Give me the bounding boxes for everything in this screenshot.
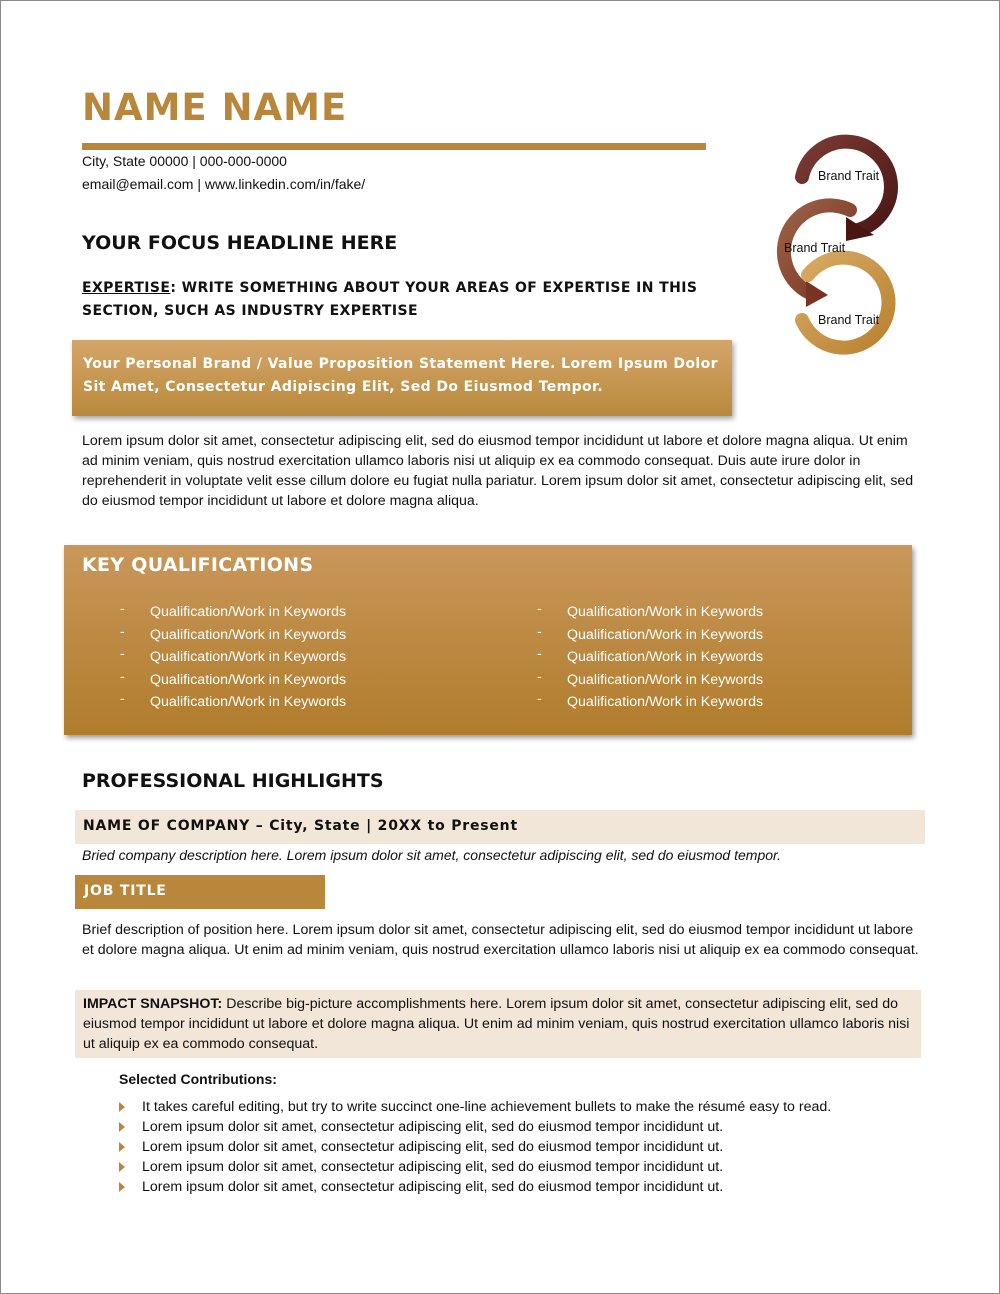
contributions-list bbox=[116, 1097, 831, 1197]
expertise-statement bbox=[82, 277, 702, 323]
company-bar bbox=[75, 810, 925, 844]
trait-ring-2-arrowhead bbox=[806, 281, 828, 307]
qualification-item: - Qualification/Work in Keywords bbox=[537, 601, 763, 624]
triangle-bullet-icon bbox=[119, 1102, 125, 1112]
qualification-item: - Qualification/Work in Keywords bbox=[120, 624, 346, 647]
qualification-item: - Qualification/Work in Keywords bbox=[120, 601, 346, 624]
impact-snapshot-box bbox=[75, 990, 921, 1058]
company-heading bbox=[83, 818, 518, 834]
contribution-item: Lorem ipsum dolor sit amet, consectetur adipiscing elit, sed do eiusmod tempor incididunt ut. bbox=[116, 1137, 831, 1157]
selected-contributions-title: Selected Contributions: bbox=[119, 1071, 277, 1087]
job-description: Brief description of position here. Lorem ipsum dolor sit amet, consectetur adipiscing elit, sed do eiusmod tempor incididunt ut labore et dolore magna aliqua. Ut enim ad minim veniam, quis nostrud exercitation ullamco laboris nisi ut aliquip ex ea commodo consequat. bbox=[82, 922, 919, 958]
dash-bullet: - bbox=[120, 601, 125, 617]
qualification-item: - Qualification/Work in Keywords bbox=[120, 646, 346, 669]
triangle-bullet-icon bbox=[119, 1142, 125, 1152]
qualification-item: - Qualification/Work in Keywords bbox=[537, 646, 763, 669]
contact-line-email-linkedin[interactable]: email@email.com | www.linkedin.com/in/fake/ bbox=[82, 176, 366, 192]
dash-bullet: - bbox=[120, 623, 125, 640]
dash-bullet: - bbox=[120, 646, 125, 662]
brand-trait-label-2: Brand Trait bbox=[784, 241, 846, 255]
trait-ring-1 bbox=[802, 142, 891, 230]
expertise-text: : WRITE SOMETHING ABOUT YOUR AREAS OF EXPERTISE IN THIS SECTION, SUCH AS INDUSTRY EXPERTISE bbox=[82, 280, 698, 319]
job-title-bar bbox=[75, 875, 325, 909]
qualification-item: - Qualification/Work in Keywords bbox=[537, 691, 763, 714]
dash-bullet: - bbox=[537, 623, 542, 640]
qualification-item: - Qualification/Work in Keywords bbox=[537, 669, 763, 692]
qualification-item: - Qualification/Work in Keywords bbox=[537, 624, 763, 647]
dash-bullet: - bbox=[537, 601, 542, 617]
impact-snapshot-text: IMPACT SNAPSHOT: Describe big-picture accomplishments here. Lorem ipsum dolor sit amet, consectetur adipiscing elit, sed do eiusmod tempor incididunt ut labore et dolore magna aliqua. Ut enim ad minim veniam, quis nostrud exercitation ullamco laboris nisi ut aliquip ex ea commodo consequat. bbox=[83, 996, 910, 1052]
impact-snapshot-label: IMPACT SNAPSHOT: bbox=[83, 996, 223, 1012]
dash-bullet: - bbox=[537, 668, 542, 685]
triangle-bullet-icon bbox=[119, 1182, 125, 1192]
triangle-bullet-icon bbox=[119, 1122, 125, 1132]
qualifications-left-column bbox=[120, 601, 346, 714]
brand-traits-diagram bbox=[750, 115, 930, 385]
professional-highlights-title: PROFESSIONAL HIGHLIGHTS bbox=[82, 770, 384, 792]
triangle-bullet-icon bbox=[119, 1162, 125, 1172]
contribution-item: It takes careful editing, but try to write succinct one-line achievement bullets to make the résumé easy to read. bbox=[116, 1097, 831, 1117]
trait-ring-3 bbox=[802, 258, 889, 348]
dash-bullet: - bbox=[120, 668, 125, 685]
dash-bullet: - bbox=[537, 691, 542, 707]
focus-headline: YOUR FOCUS HEADLINE HERE bbox=[82, 232, 398, 254]
dash-bullet: - bbox=[120, 691, 125, 707]
qualifications-right-column bbox=[537, 601, 763, 714]
expertise-label: EXPERTISE bbox=[82, 280, 171, 296]
contribution-item: Lorem ipsum dolor sit amet, consectetur adipiscing elit, sed do eiusmod tempor incididunt ut. bbox=[116, 1157, 831, 1177]
company-description: Bried company description here. Lorem ipsum dolor sit amet, consectetur adipiscing elit, sed do eiusmod tempor. bbox=[82, 847, 782, 863]
contact-line-location-phone: City, State 00000 | 000-000-0000 bbox=[82, 153, 287, 169]
candidate-name: NAME NAME bbox=[82, 86, 348, 129]
company-details: – City, State | 20XX to Present bbox=[250, 818, 518, 834]
brand-trait-label-1: Brand Trait bbox=[818, 169, 880, 183]
name-underline-rule bbox=[82, 143, 706, 150]
company-name: NAME OF COMPANY bbox=[83, 818, 251, 834]
qualification-item: - Qualification/Work in Keywords bbox=[120, 691, 346, 714]
contribution-item: Lorem ipsum dolor sit amet, consectetur adipiscing elit, sed do eiusmod tempor incididunt ut. bbox=[116, 1117, 831, 1137]
brand-statement-box bbox=[72, 340, 732, 416]
key-qualifications-box bbox=[64, 545, 912, 735]
brand-trait-label-3: Brand Trait bbox=[818, 313, 880, 327]
brand-statement-text: Your Personal Brand / Value Proposition Statement Here. Lorem Ipsum Dolor Sit Amet, Consectetur Adipiscing Elit, Sed Do Eiusmod Tempor. bbox=[83, 356, 718, 395]
contribution-item: Lorem ipsum dolor sit amet, consectetur adipiscing elit, sed do eiusmod tempor incididunt ut. bbox=[116, 1177, 831, 1197]
job-title: JOB TITLE bbox=[84, 883, 167, 899]
qualification-item: - Qualification/Work in Keywords bbox=[120, 669, 346, 692]
dash-bullet: - bbox=[537, 646, 542, 662]
key-qualifications-title: KEY QUALIFICATIONS bbox=[82, 554, 314, 576]
summary-paragraph: Lorem ipsum dolor sit amet, consectetur adipiscing elit, sed do eiusmod tempor incididunt ut labore et dolore magna aliqua. Ut enim ad minim veniam, quis nostrud exercitation ullamco laboris nisi ut aliquip ex ea commodo consequat. Duis aute irure dolor in reprehenderit in voluptate velit esse cillum dolore eu fugiat nulla pariatur. Lorem ipsum dolor sit amet, consectetur adipiscing elit, sed do eiusmod tempor incididunt ut labore et dolore magna aliqua. bbox=[82, 433, 914, 509]
